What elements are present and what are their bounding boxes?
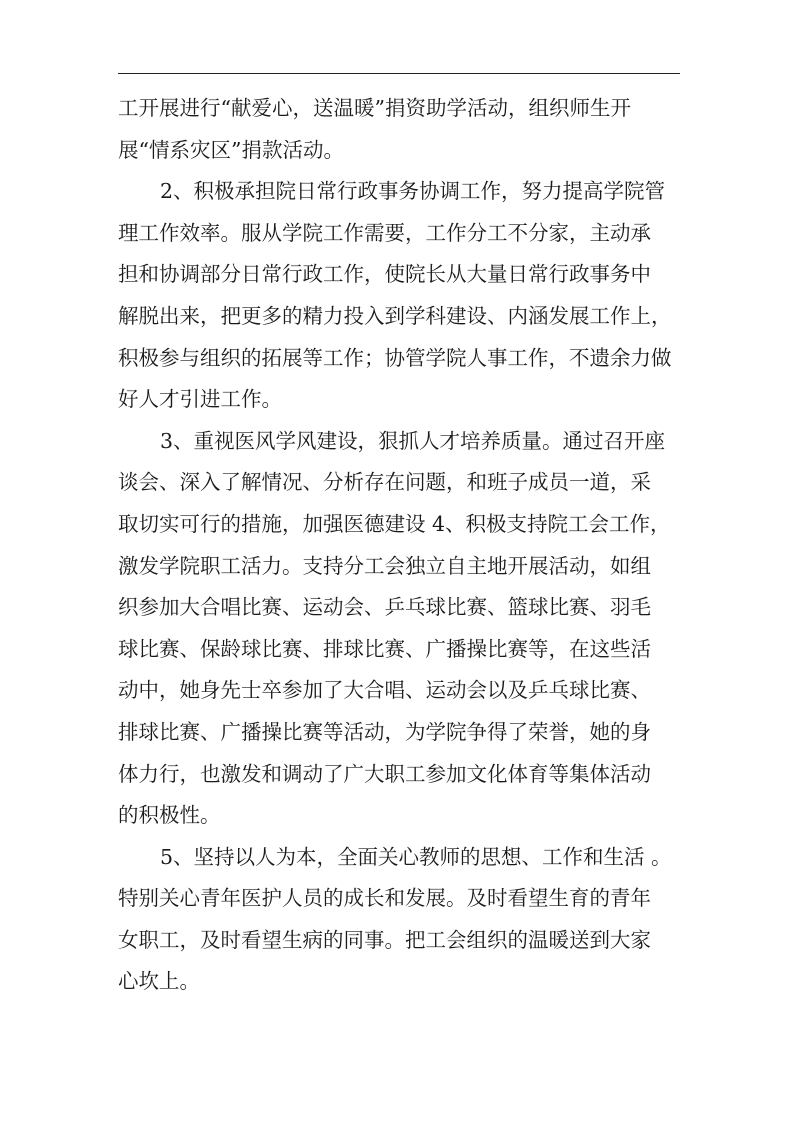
text-line: 排球比赛、广播操比赛等活动，为学院争得了荣誉，她的身 xyxy=(118,719,651,744)
paragraph-start-line: 3、重视医风学风建设，狠抓人才培养质量。通过召开座 xyxy=(160,428,666,453)
text-line: 工开展进行“献爱心，送温暖”捐资助学活动，组织师生开 xyxy=(118,96,631,120)
text-line: 体力行，也激发和调动了广大职工参加文化体育等集体活动 xyxy=(118,761,651,786)
text-line: 女职工，及时看望生病的同事。把工会组织的温暖送到大家 xyxy=(118,927,651,952)
text-line: 特别关心青年医护人员的成长和发展。及时看望生育的青年 xyxy=(118,886,651,911)
text-line: 织参加大合唱比赛、运动会、乒乓球比赛、篮球比赛、羽毛 xyxy=(118,595,651,620)
paragraph-start-line: 2、积极承担院日常行政事务协调工作，努力提高学院管 xyxy=(160,179,666,204)
paragraph-start-line: 5、坚持以人为本，全面关心教师的思想、工作和生活 。 xyxy=(160,844,672,869)
text-line: 心坎上。 xyxy=(118,969,200,994)
text-line: 展“情系灾区”捐款活动。 xyxy=(118,137,344,162)
text-line: 动中，她身先士卒参加了大合唱、运动会以及乒乓球比赛、 xyxy=(118,678,651,703)
text-line: 的积极性。 xyxy=(118,803,221,828)
header-rule xyxy=(118,73,680,74)
text-line: 解脱出来，把更多的精力投入到学科建设、内涵发展工作上， xyxy=(118,303,672,328)
text-line: 取切实可行的措施，加强医德建设 4、积极支持院工会工作， xyxy=(118,511,671,536)
text-line: 球比赛、保龄球比赛、排球比赛、广播操比赛等，在这些活 xyxy=(118,636,651,661)
text-line: 理工作效率。服从学院工作需要，工作分工不分家，主动承 xyxy=(118,220,651,245)
document-body xyxy=(118,88,681,1003)
text-line: 好人才引进工作。 xyxy=(118,387,282,412)
text-line: 担和协调部分日常行政工作，使院长从大量日常行政事务中 xyxy=(118,262,651,287)
text-line: 谈会、深入了解情况、分析存在问题，和班子成员一道，采 xyxy=(118,470,651,495)
text-line: 激发学院职工活力。支持分工会独立自主地开展活动，如组 xyxy=(118,553,651,578)
text-line: 积极参与组织的拓展等工作；协管学院人事工作，不遗余力做 xyxy=(118,345,672,370)
